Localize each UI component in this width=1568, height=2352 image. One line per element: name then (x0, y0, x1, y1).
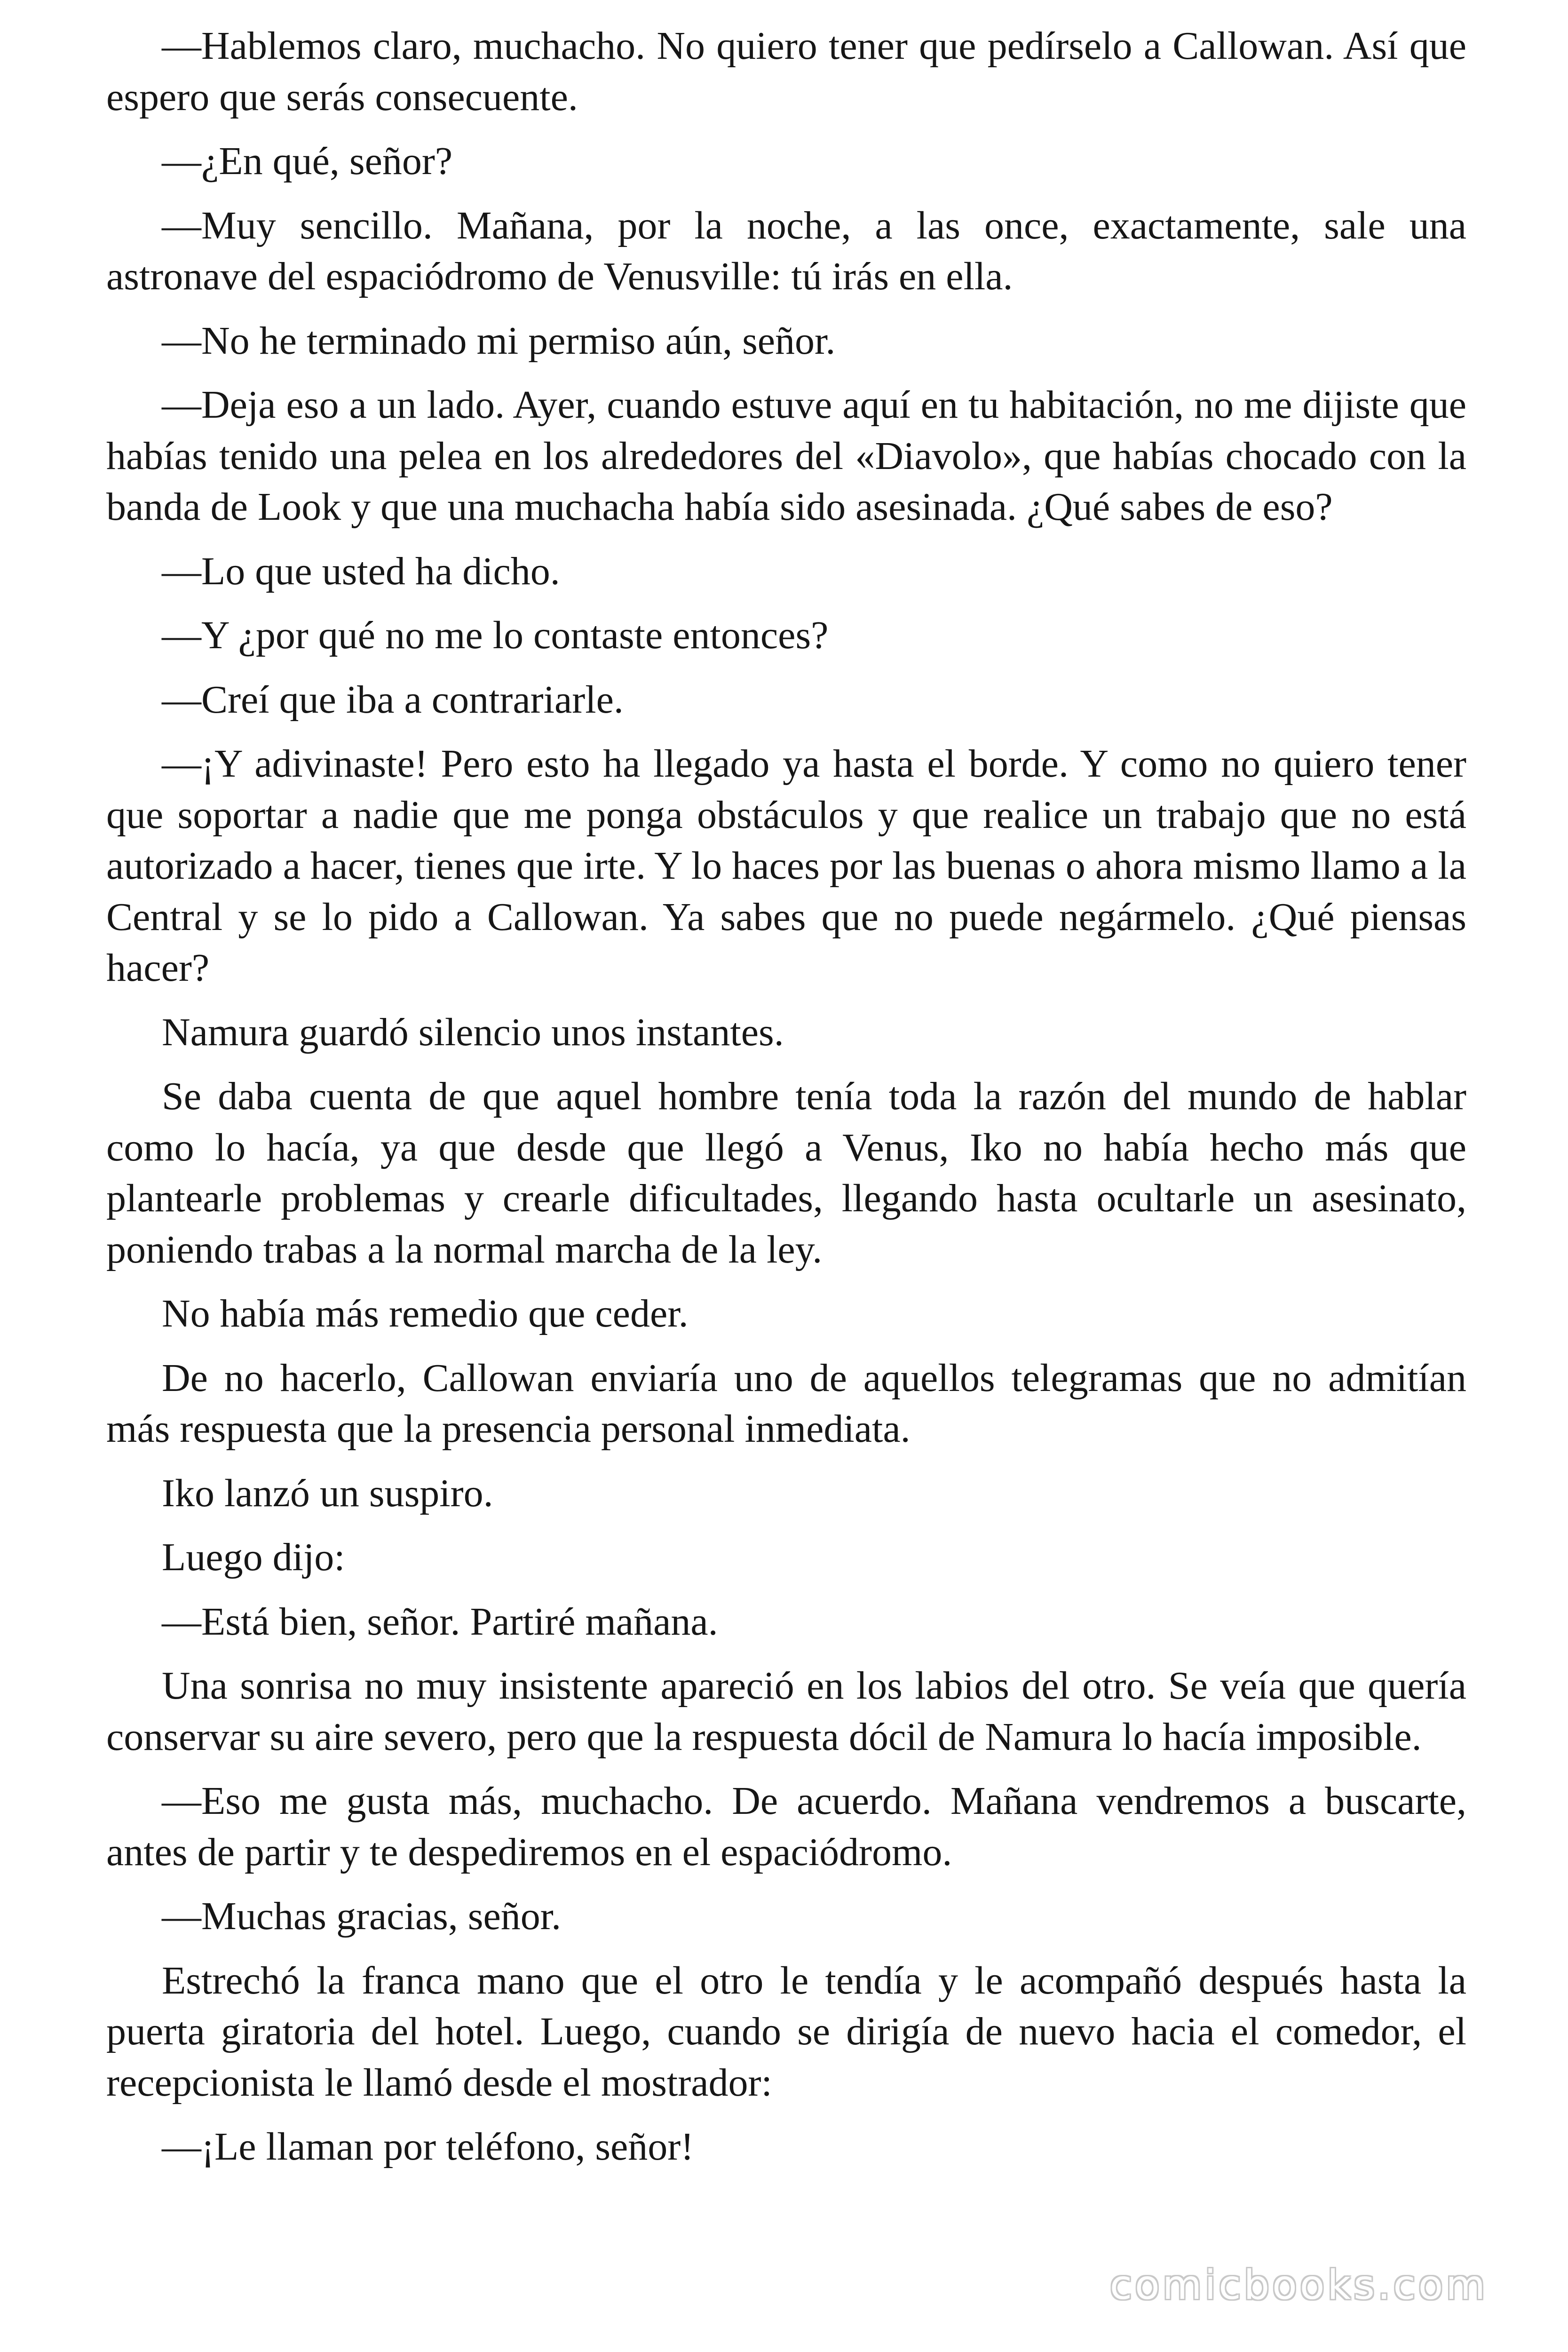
paragraph: No había más remedio que ceder. (162, 1292, 689, 1335)
paragraph: De no hacerlo, Callowan enviaría uno de aquellos telegramas que no admitían más respuesta que la presencia personal inmediata. (106, 1356, 1466, 1451)
paragraph: Se daba cuenta de que aquel hombre tenía toda la razón del mundo de hablar como lo hacía, ya que desde que llegó a Venus, Iko no había hecho más que plantearle problemas y crearle dificultades, llegando hasta ocultarle un asesinato, poniendo trabas a la normal marcha de la ley. (106, 1074, 1466, 1271)
paragraph: Iko lanzó un suspiro. (162, 1471, 493, 1515)
paragraph: —Eso me gusta más, muchacho. De acuerdo. Mañana vendremos a buscarte, antes de partir y te despediremos en el espaciódromo. (106, 1779, 1466, 1874)
paragraph: —Creí que iba a contrariarle. (162, 677, 624, 722)
paragraph: Estrechó la franca mano que el otro le tendía y le acompañó después hasta la puerta giratoria del hotel. Luego, cuando se dirigía de nuevo hacia el comedor, el recepcionista le llamó desde el mostrador: (106, 1958, 1466, 2105)
book-page (106, 21, 1466, 2173)
paragraph: —Deja eso a un lado. Ayer, cuando estuve aquí en tu habitación, no me dijiste que habías tenido una pelea en los alrededores del «Diavolo», que habías chocado con la banda de Look y que una muchacha había sido asesinada. ¿Qué sabes de eso? (106, 383, 1466, 529)
paragraph: —¡Y adivinaste! Pero esto ha llegado ya hasta el borde. Y como no quiero tener que soportar a nadie que me ponga obstáculos y que realice un trabajo que no está autorizado a hacer, tienes que irte. Y lo haces por las buenas o ahora mismo llamo a la Central y se lo pido a Callowan. Ya sabes que no puede negármelo. ¿Qué piensas hacer? (106, 742, 1466, 990)
paragraph: —Está bien, señor. Partiré mañana. (162, 1599, 718, 1644)
paragraph: —¡Le llaman por teléfono, señor! (162, 2125, 694, 2169)
paragraph: —No he terminado mi permiso aún, señor. (162, 318, 836, 363)
paragraph: Una sonrisa no muy insistente apareció en los labios del otro. Se veía que quería conservar su aire severo, pero que la respuesta dócil de Namura lo hacía imposible. (106, 1664, 1466, 1759)
paragraph: —Muy sencillo. Mañana, por la noche, a las once, exactamente, sale una astronave del espaciódromo de Venusville: tú irás en ella. (106, 203, 1466, 298)
paragraph: —¿En qué, señor? (162, 139, 453, 183)
paragraph: —Y ¿por qué no me lo contaste entonces? (162, 613, 829, 657)
paragraph: —Muchas gracias, señor. (162, 1894, 562, 1938)
watermark-text: comicbooks.com (1109, 2262, 1488, 2309)
paragraph: —Hablemos claro, muchacho. No quiero tener que pedírselo a Callowan. Así que espero que serás consecuente. (106, 24, 1466, 119)
paragraph: —Lo que usted ha dicho. (162, 549, 560, 593)
paragraph: Namura guardó silencio unos instantes. (162, 1010, 784, 1054)
paragraph: Luego dijo: (162, 1535, 345, 1579)
